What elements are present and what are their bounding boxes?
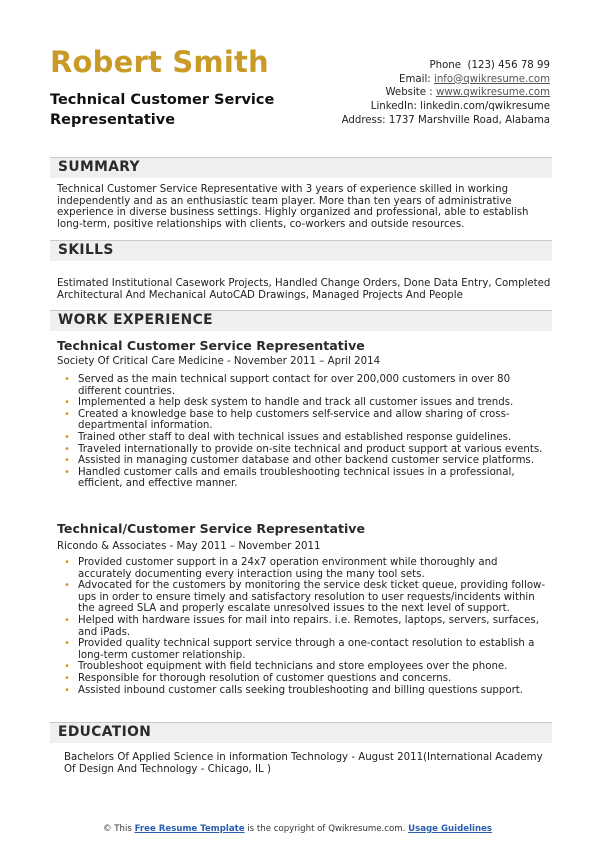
list-item: • Traveled internationally to provide on-site technical and product support at various events.: [64, 444, 554, 456]
list-item: • Created a knowledge base to help customers self-service and allow sharing of cross-departmental information.: [64, 409, 554, 432]
candidate-name: Robert Smith: [50, 45, 269, 79]
education-heading: EDUCATION: [58, 724, 152, 740]
skills-text: Estimated Institutional Casework Projects, Handled Change Orders, Done Data Entry, Completed Architectural And Mechanical AutoCAD Drawings, Managed Projects And People: [57, 278, 551, 301]
job-2-meta: Ricondo & Associates - May 2011 – November 2011: [57, 541, 321, 552]
list-item: • Assisted inbound customer calls seeking troubleshooting and billing questions support.: [64, 685, 554, 697]
linkedin-label: LinkedIn:: [370, 101, 417, 113]
list-item: • Assisted in managing customer database and other backend customer service platforms.: [64, 455, 554, 467]
job-1-title: Technical Customer Service Representative: [57, 338, 365, 353]
education-text: Bachelors Of Applied Science in information Technology - August 2011(International Academy Of Design And Technology - Chicago, IL ): [64, 752, 543, 775]
footer-middle: is the copyright of Qwikresume.com.: [247, 824, 406, 834]
address-value: 1737 Marshville Road, Alabama: [388, 114, 550, 126]
email-label: Email:: [399, 73, 431, 85]
footer: [0, 824, 595, 834]
list-item: • Responsible for thorough resolution of customer questions and concerns.: [64, 673, 554, 685]
list-item: • Trained other staff to deal with technical issues and established response guidelines.: [64, 432, 554, 444]
list-item: • Implemented a help desk system to handle and track all customer issues and trends.: [64, 397, 554, 409]
website-label: Website :: [385, 87, 433, 99]
education-section-header: [50, 722, 552, 743]
summary-heading: SUMMARY: [58, 159, 140, 175]
candidate-title: Technical Customer Service Representative: [50, 92, 275, 128]
skills-heading: SKILLS: [58, 242, 114, 258]
list-item: • Advocated for the customers by monitoring the service desk ticket queue, providing follow-ups in order to ensure timely and satisfactory resolution to user requests/incidents within the agreed SLA and properly escalate unresolved issues to the next level of support.: [64, 580, 554, 615]
list-item: • Provided quality technical support service through a one-contact resolution to establish a long-term customer relationship.: [64, 638, 554, 661]
contact-email: [342, 73, 550, 87]
job-1-meta: Society Of Critical Care Medicine - November 2011 – April 2014: [57, 356, 381, 367]
contact-block: [342, 59, 550, 128]
email-link[interactable]: info@qwikresume.com: [433, 73, 550, 85]
contact-website: [342, 86, 550, 100]
contact-address: [342, 114, 550, 128]
usage-guidelines-link[interactable]: Usage Guidelines: [408, 824, 493, 834]
job-2-title: Technical/Customer Service Representative: [57, 521, 366, 536]
list-item: • Served as the main technical support contact for over 200,000 customers in over 80 different countries.: [64, 374, 554, 397]
contact-phone: [342, 59, 550, 73]
experience-section-header: [50, 310, 552, 331]
list-item: • Troubleshoot equipment with field technicians and store employees over the phone.: [64, 661, 554, 673]
address-label: Address:: [341, 114, 386, 126]
phone-value: (123) 456 78 99: [467, 60, 550, 71]
linkedin-value: linkedin.com/qwikresume: [420, 101, 550, 113]
skills-section-header: [50, 240, 552, 261]
footer-prefix: © This: [102, 824, 132, 834]
contact-linkedin: [342, 100, 550, 114]
summary-section-header: [50, 157, 552, 178]
free-resume-template-link[interactable]: Free Resume Template: [134, 824, 245, 834]
summary-text: Technical Customer Service Representative with 3 years of experience skilled in working independently and as an enthusiastic team player. More than ten years of administrative experience in diverse business settings. Highly organized and professional, able to establish long-term, positive relationships with clients, co-workers and outside resources.: [57, 184, 529, 230]
phone-label: Phone: [429, 60, 462, 71]
experience-heading: WORK EXPERIENCE: [58, 312, 213, 328]
list-item: • Handled customer calls and emails troubleshooting technical issues in a professional, efficient, and effective manner.: [64, 467, 554, 490]
list-item: • Helped with hardware issues for mail into repairs. i.e. Remotes, laptops, servers, surfaces, and iPads.: [64, 615, 554, 638]
job-1-bullets: [64, 374, 554, 490]
list-item: • Provided customer support in a 24x7 operation environment while thoroughly and accurately documenting every interaction using the many tool sets.: [64, 557, 554, 580]
website-link[interactable]: www.qwikresume.com: [435, 87, 550, 99]
job-2-bullets: [64, 557, 554, 696]
